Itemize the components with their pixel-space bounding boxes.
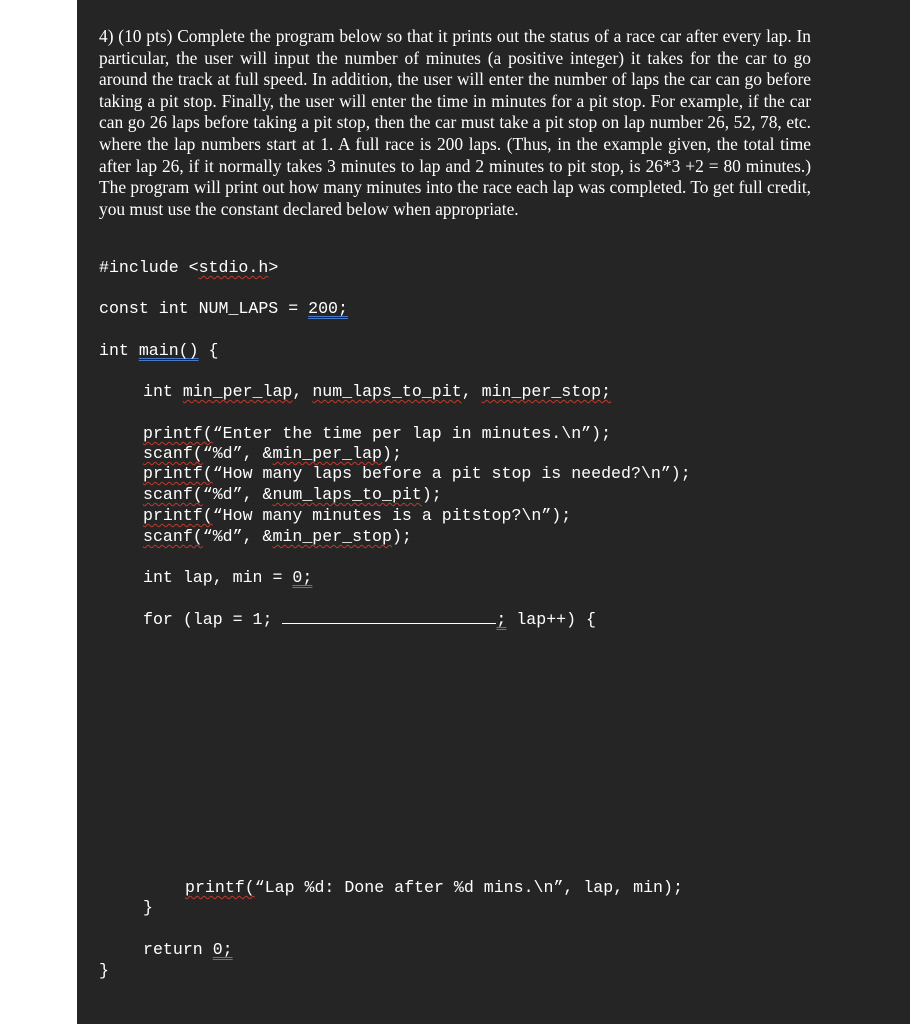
answer-blank[interactable] [282,609,496,624]
scanf-line-3: scanf(“%d”, &min_per_stop); [143,527,412,546]
const-value: 200; [308,299,348,318]
include-header: stdio.h [198,258,269,277]
printf-line-1: printf(“Enter the time per lap in minutes.\n”); [143,424,612,443]
lap-min-line: int lap, min = 0; [143,568,313,587]
include-line: #include <stdio.h> [99,258,279,277]
scanf-line-2: scanf(“%d”, &num_laps_to_pit); [143,485,442,504]
main-line: int main() { [99,341,219,360]
close-main-brace: } [99,961,109,980]
close-for-brace: } [143,898,153,917]
scanf-line-1: scanf(“%d”, &min_per_lap); [143,444,402,463]
for-line: for (lap = 1; ; lap++) { [143,610,597,629]
min-init-value: 0; [292,568,313,587]
decl-line: int min_per_lap, num_laps_to_pit, min_per_stop; [143,382,612,401]
printf-line-4: printf(“Lap %d: Done after %d mins.\n”, lap, min); [185,878,683,897]
const-line: const int NUM_LAPS = 200; [99,299,348,318]
question-text: 4) (10 pts) Complete the program below so that it prints out the status of a race car after every lap. In particular, the user will input the number of minutes (a positive integer) it takes for the car to go around the track at full speed. In addition, the user will enter the number of laps the car can go before taking a pit stop. Finally, the user will enter the time in minutes for a pit stop. For example, if the car can go 26 laps before taking a pit stop, then the car must take a pit stop on lap number 26, 52, 78, etc. where the lap numbers start at 1. A full race is 200 laps. (Thus, in the example given, the total time after lap 26, if it normally takes 3 minutes to lap and 2 minutes to pit stop, is 26*3 +2 = 80 minutes.) The program will print out how many minutes into the race each lap was completed. To get full credit, you must use the constant declared below when appropriate. [99,26,811,219]
printf-line-2: printf(“How many laps before a pit stop is needed?\n”); [143,464,691,483]
printf-line-3: printf(“How many minutes is a pitstop?\n”); [143,506,572,525]
return-value: 0; [212,940,233,959]
document-page [77,0,910,1024]
main-name: main() [138,341,199,360]
return-line: return 0; [143,940,233,959]
